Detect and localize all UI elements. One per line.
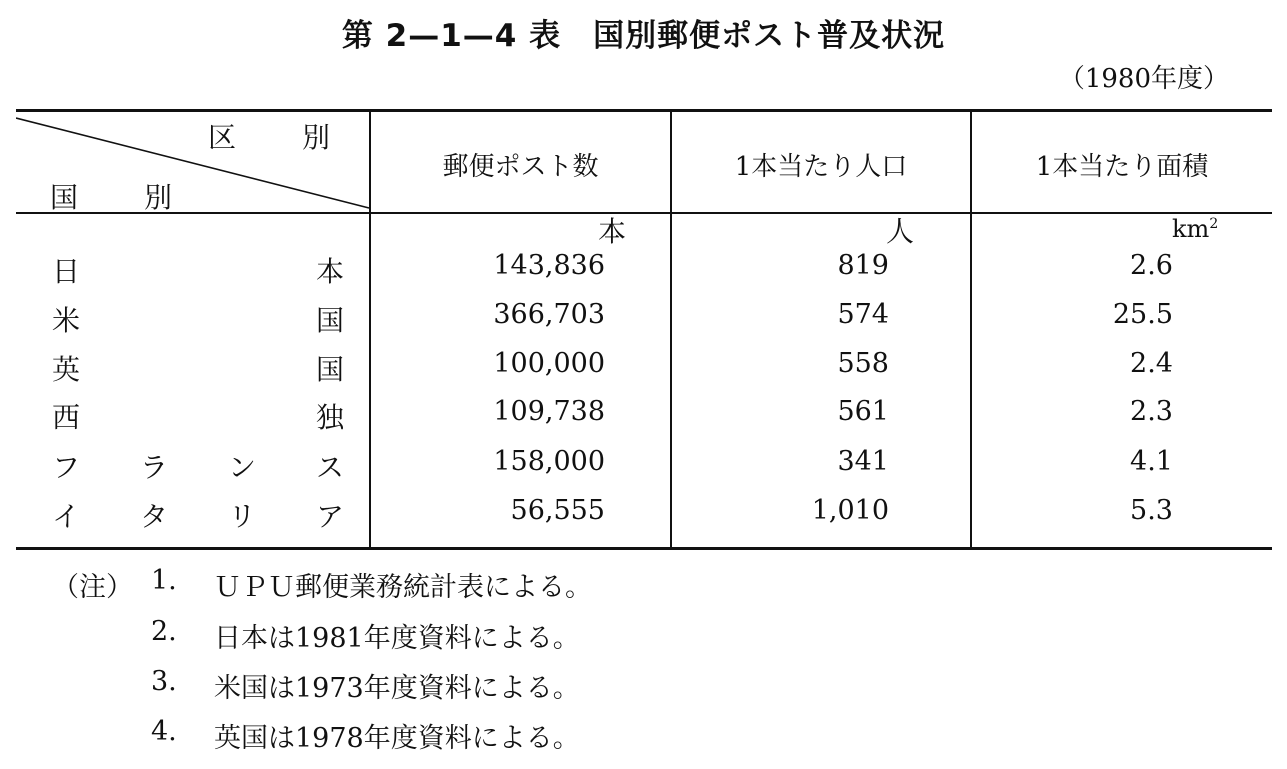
country-name xyxy=(52,250,344,290)
note-index: 2. xyxy=(151,616,177,647)
note-text: ＵＰＵ郵便業務統計表による。 xyxy=(214,572,592,603)
header-kubun-char: 別 xyxy=(302,121,331,154)
posts-value: 56,555 xyxy=(510,495,605,526)
unit-area-superscript: 2 xyxy=(1209,216,1219,232)
notes-label: （注） xyxy=(52,572,133,603)
country-char: イ xyxy=(52,500,81,533)
header-kokubetsu-char: 別 xyxy=(144,181,173,214)
country-char: ア xyxy=(315,500,344,533)
country-name xyxy=(52,299,344,339)
country-name xyxy=(52,446,344,486)
area-value: 5.3 xyxy=(1130,495,1173,526)
area-value: 2.4 xyxy=(1130,348,1173,379)
unit-posts: 本 xyxy=(598,215,627,248)
year-note: （1980年度） xyxy=(1058,64,1229,94)
country-char: 英 xyxy=(52,353,81,386)
population-value: 561 xyxy=(837,396,889,427)
header-rule xyxy=(16,212,1272,214)
country-char: リ xyxy=(227,500,256,533)
area-value: 25.5 xyxy=(1112,299,1173,330)
unit-area xyxy=(1172,215,1218,243)
country-char: ラ xyxy=(139,451,168,484)
posts-value: 100,000 xyxy=(493,348,605,379)
area-value: 2.3 xyxy=(1130,396,1173,427)
note-text: 日本は1981年度資料による。 xyxy=(214,623,580,654)
country-char: フ xyxy=(52,451,81,484)
country-char: 独 xyxy=(315,401,344,434)
country-char: 米 xyxy=(52,304,81,337)
table-row xyxy=(0,348,1287,396)
bottom-rule xyxy=(16,547,1272,550)
country-char: 日 xyxy=(52,255,81,288)
header-kubun-char: 区 xyxy=(208,121,237,154)
note-text: 英国は1978年度資料による。 xyxy=(214,723,580,754)
population-value: 819 xyxy=(837,250,889,281)
area-value: 4.1 xyxy=(1130,446,1173,477)
posts-value: 366,703 xyxy=(493,299,605,330)
country-char: 本 xyxy=(315,255,344,288)
population-value: 1,010 xyxy=(811,495,889,526)
note-index: 1. xyxy=(151,565,177,596)
country-name xyxy=(52,495,344,535)
note-text: 米国は1973年度資料による。 xyxy=(214,673,580,704)
country-char: 西 xyxy=(52,401,81,434)
population-value: 558 xyxy=(837,348,889,379)
country-name xyxy=(52,396,344,436)
posts-value: 109,738 xyxy=(493,396,605,427)
table-row xyxy=(0,446,1287,494)
header-kokubetsu-char: 国 xyxy=(50,181,79,214)
posts-value: 158,000 xyxy=(493,446,605,477)
table-row xyxy=(0,299,1287,347)
table-row xyxy=(0,396,1287,444)
unit-population: 人 xyxy=(886,215,915,248)
table-row xyxy=(0,495,1287,543)
note-index: 4. xyxy=(151,716,177,747)
country-char: ン xyxy=(227,451,256,484)
column-header-posts: 郵便ポスト数 xyxy=(442,152,599,182)
table-row xyxy=(0,250,1287,298)
unit-area-text: km xyxy=(1172,215,1210,243)
country-char: タ xyxy=(139,500,168,533)
country-char: ス xyxy=(315,451,344,484)
country-char: 国 xyxy=(315,353,344,386)
area-value: 2.6 xyxy=(1130,250,1173,281)
population-value: 341 xyxy=(837,446,889,477)
country-char: 国 xyxy=(315,304,344,337)
country-name xyxy=(52,348,344,388)
note-index: 3. xyxy=(151,666,177,697)
column-header-area: 1本当たり面積 xyxy=(1035,152,1209,182)
column-header-population: 1本当たり人口 xyxy=(734,152,908,182)
posts-value: 143,836 xyxy=(493,250,605,281)
table-title: 第 2—1—4 表 国別郵便ポスト普及状況 xyxy=(341,18,946,54)
population-value: 574 xyxy=(837,299,889,330)
